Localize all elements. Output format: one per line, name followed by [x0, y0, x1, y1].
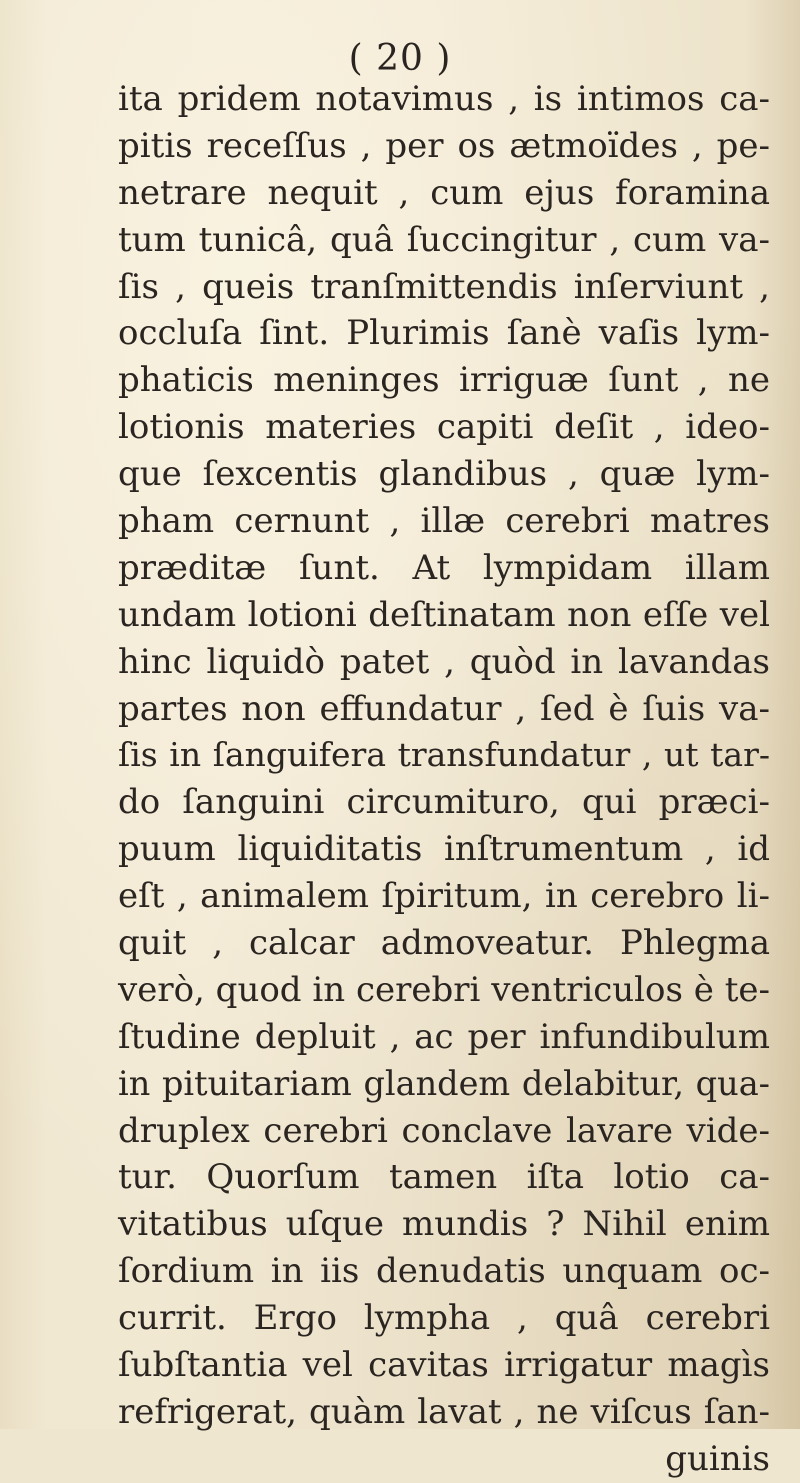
text-line: vitatibus uſque mundis ? Nihil enim: [118, 1204, 770, 1245]
page-number: ( 20 ): [348, 38, 452, 79]
text-line: currit. Ergo lympha , quâ cerebri: [118, 1298, 770, 1339]
body-text: [118, 76, 770, 1483]
text-line: hinc liquidò patet , quòd in lavandas: [118, 641, 770, 682]
text-line: pham cernunt , illæ cerebri matres: [118, 501, 770, 542]
text-line: in pituitariam glandem delabitur, qua-: [118, 1063, 770, 1103]
text-line: ſordium in iis denudatis unquam oc-: [118, 1251, 770, 1292]
text-line: puum liquiditatis inſtrumentum , id: [118, 829, 770, 870]
text-line: partes non effundatur , ſed è ſuis va-: [118, 688, 770, 729]
text-line: refrigerat, quàm lavat , ne viſcus ſan-: [118, 1391, 770, 1432]
text-line: druplex cerebri conclave lavare vide-: [118, 1110, 770, 1151]
text-line: pitis receſſus , per os ætmoïdes , pe-: [118, 125, 770, 166]
text-line: verò, quod in cerebri ventriculos è te-: [118, 969, 770, 1010]
text-line: do ſanguini circumituro, qui præci-: [118, 782, 770, 823]
text-line: ſubſtantia vel cavitas irrigatur magìs: [118, 1345, 770, 1386]
text-line: netrare nequit , cum ejus foramina: [118, 172, 770, 213]
text-line: tum tunicâ, quâ ſuccingitur , cum va-: [118, 219, 770, 260]
text-line: eſt , animalem ſpiritum, in cerebro li-: [118, 876, 770, 917]
text-line: ſis in ſanguifera transfundatur , ut tar-: [118, 735, 770, 775]
text-line: occluſa ſint. Plurimis ſanè vaſis lym-: [118, 313, 770, 354]
text-line: ſtudine depluit , ac per infundibulum: [118, 1016, 770, 1057]
catchword: guinis: [665, 1438, 770, 1479]
text-line: undam lotioni deſtinatam non eſſe vel: [118, 594, 770, 635]
text-line: lotionis materies capiti deſit , ideo-: [118, 407, 770, 448]
text-line: que ſexcentis glandibus , quæ lym-: [118, 454, 770, 495]
text-line: phaticis meninges irriguæ ſunt , ne: [118, 360, 770, 401]
text-line: quit , calcar admoveatur. Phlegma: [118, 923, 770, 964]
text-line: tur. Quorſum tamen iſta lotio ca-: [118, 1157, 770, 1198]
text-line: præditæ ſunt. At lympidam illam: [118, 547, 770, 588]
text-line: ſis , queis tranſmittendis inſerviunt ,: [118, 266, 770, 307]
text-line: ita pridem notavimus , is intimos ca-: [118, 79, 770, 119]
